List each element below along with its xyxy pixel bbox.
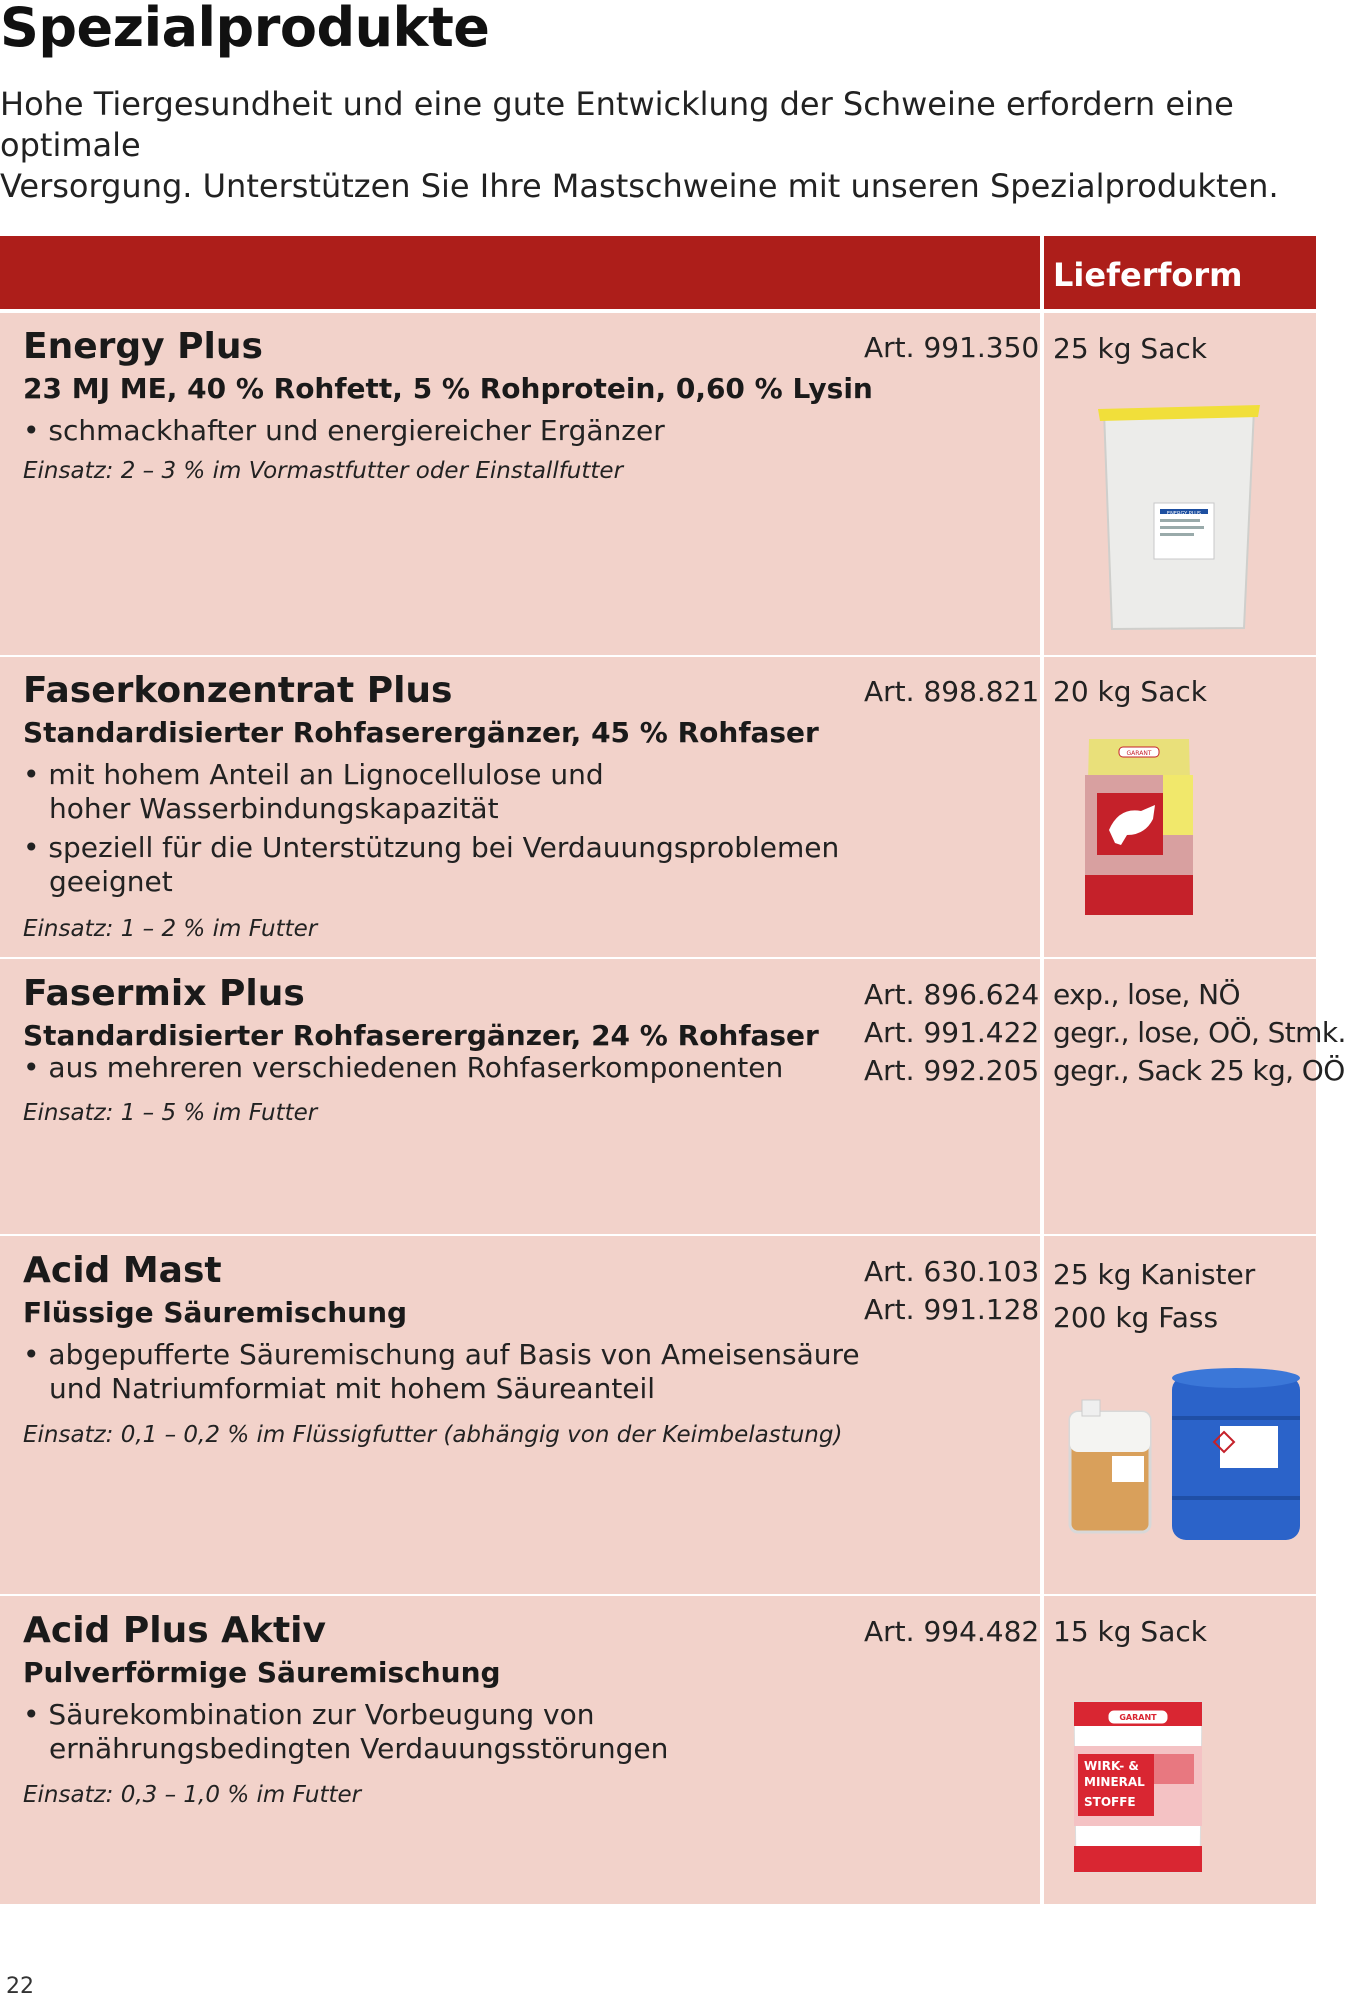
product-name: Energy Plus — [23, 326, 263, 367]
bullet-line: • schmackhafter und energiereicher Ergänzer — [23, 414, 665, 447]
intro-line: Versorgung. Unterstützen Sie Ihre Mastschweine mit unseren Spezialprodukten. — [0, 167, 1279, 205]
product-subtitle: Flüssige Säuremischung — [23, 1296, 408, 1329]
product-subtitle: Standardisierter Rohfaserergänzer, 24 % Rohfaser — [23, 1019, 819, 1052]
delivery-text: 25 kg Sack — [1053, 332, 1207, 365]
delivery-lines — [1053, 1253, 1255, 1339]
delivery-cell-faserkonzentrat — [1044, 657, 1316, 957]
bag-label: STOFFE — [1084, 1795, 1136, 1809]
delivery-text: 20 kg Sack — [1053, 675, 1207, 708]
article-number: Art. 898.821 — [864, 675, 1040, 708]
bag-label: GARANT — [1119, 1713, 1157, 1722]
bag-label: WIRK- & — [1084, 1759, 1139, 1773]
article-number: Art. 630.103 — [864, 1255, 1040, 1288]
product-usage: Einsatz: 0,1 – 0,2 % im Flüssigfutter (abhängig von der Keimbelastung) — [23, 1422, 843, 1448]
article-number: Art. 991.350 — [864, 331, 1040, 364]
product-usage: Einsatz: 2 – 3 % im Vormastfutter oder Einstallfutter — [23, 458, 624, 484]
wirk-mineral-bag-image — [1068, 1696, 1208, 1876]
article-numbers — [864, 1253, 1039, 1329]
product-name: Fasermix Plus — [23, 973, 305, 1014]
product-subtitle: 23 MJ ME, 40 % Rohfett, 5 % Rohprotein, 0,60 % Lysin — [23, 372, 873, 405]
product-bullets — [23, 1051, 783, 1085]
delivery-cell-acid-plus-aktiv — [1044, 1596, 1316, 1904]
delivery-text: 15 kg Sack — [1053, 1615, 1207, 1648]
header-lieferform: Lieferform — [1044, 236, 1316, 309]
bag-label: GARANT — [1126, 750, 1152, 757]
bullet-line: • speziell für die Unterstützung bei Verdauungsproblemen — [23, 831, 840, 864]
product-name: Acid Mast — [23, 1250, 222, 1291]
bag-label: ENERGY PLUS — [1166, 511, 1202, 517]
bullet-line: • mit hohem Anteil an Lignocellulose und — [23, 758, 604, 791]
product-name: Acid Plus Aktiv — [23, 1610, 326, 1651]
bullet-line: geeignet — [49, 865, 173, 898]
intro-text — [0, 84, 1316, 207]
table-header-bar — [0, 236, 1040, 309]
product-subtitle: Standardisierter Rohfaserergänzer, 45 % Rohfaser — [23, 716, 819, 749]
bullet-line: ernährungsbedingten Verdauungsstörungen — [49, 1732, 669, 1765]
product-subtitle: Pulverförmige Säuremischung — [23, 1656, 501, 1689]
product-name: Faserkonzentrat Plus — [23, 670, 453, 711]
article-numbers — [864, 976, 1039, 1090]
bullet-line: • Säurekombination zur Vorbeugung von — [23, 1698, 595, 1731]
delivery-text: gegr., Sack 25 kg, OÖ — [1053, 1054, 1345, 1087]
product-usage: Einsatz: 0,3 – 1,0 % im Futter — [23, 1782, 362, 1808]
delivery-text: gegr., lose, OÖ, Stmk. — [1053, 1016, 1346, 1049]
bullet-line: hoher Wasserbindungskapazität — [49, 792, 499, 825]
page-number: 22 — [6, 1974, 34, 1999]
article-number: Art. 992.205 — [864, 1054, 1040, 1087]
bullet-line: • aus mehreren verschiedenen Rohfaserkomponenten — [23, 1051, 784, 1084]
delivery-text: 200 kg Fass — [1053, 1301, 1219, 1334]
article-number: Art. 994.482 — [864, 1615, 1040, 1648]
article-number: Art. 896.624 — [864, 978, 1040, 1011]
product-bullets — [23, 1338, 860, 1406]
product-bullets — [23, 414, 665, 448]
delivery-lines — [1053, 976, 1346, 1090]
bag-label: MINERAL — [1084, 1775, 1145, 1789]
delivery-cell-energy-plus — [1044, 313, 1316, 655]
page-title: Spezialprodukte — [0, 0, 490, 59]
delivery-text: 25 kg Kanister — [1053, 1258, 1256, 1291]
bullet-line: und Natriumformiat mit hohem Säureanteil — [49, 1372, 656, 1405]
feed-sack-image — [1084, 403, 1264, 633]
feed-sack-image — [1079, 735, 1199, 925]
product-bullets — [23, 1698, 668, 1766]
product-usage: Einsatz: 1 – 5 % im Futter — [23, 1100, 318, 1126]
intro-line: Hohe Tiergesundheit und eine gute Entwicklung der Schweine erfordern eine optimale — [0, 85, 1234, 164]
product-usage: Einsatz: 1 – 2 % im Futter — [23, 916, 318, 942]
bullet-line: • abgepufferte Säuremischung auf Basis von Ameisensäure — [23, 1338, 860, 1371]
product-bullets — [23, 758, 839, 899]
canister-drum-image — [1062, 1366, 1312, 1546]
article-number: Art. 991.128 — [864, 1293, 1040, 1326]
delivery-text: exp., lose, NÖ — [1053, 978, 1240, 1011]
article-number: Art. 991.422 — [864, 1016, 1040, 1049]
